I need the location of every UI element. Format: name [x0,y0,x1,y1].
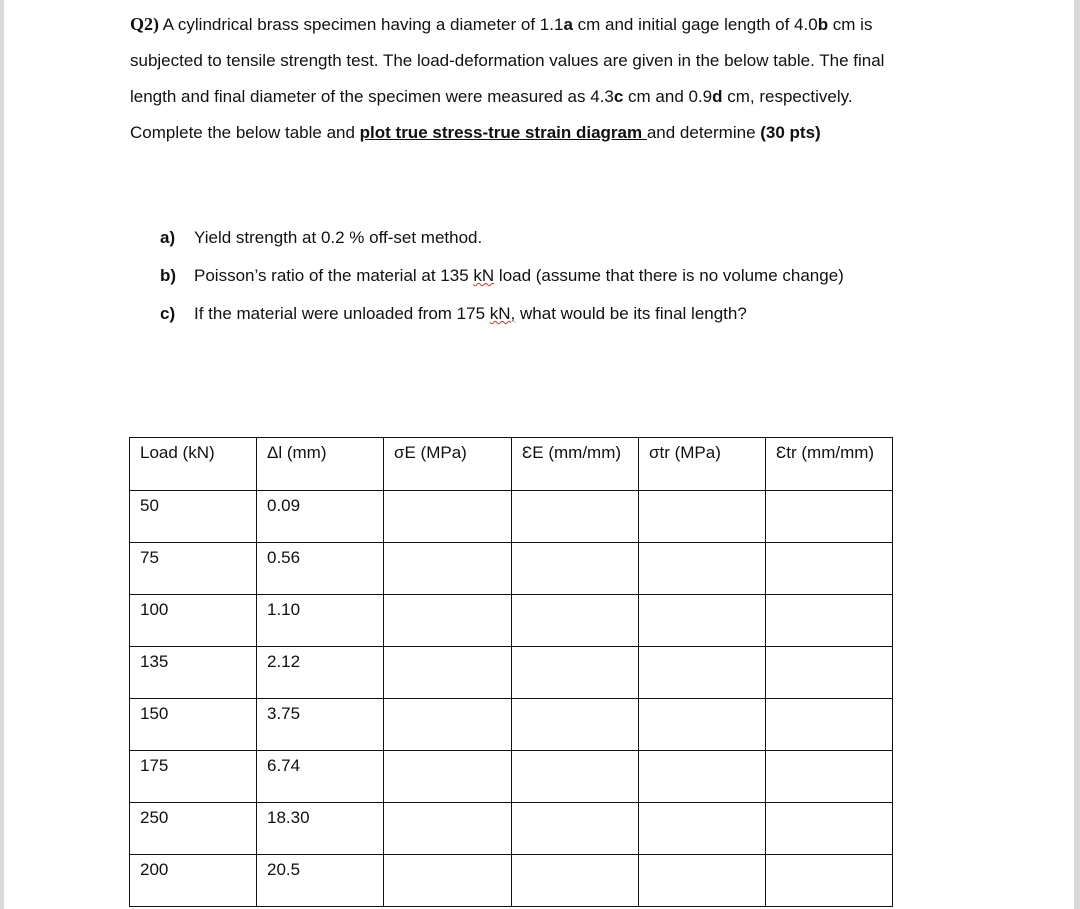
document-page [4,0,1074,909]
cell-load: 150 [130,699,257,751]
plot-instruction: plot true stress-true strain diagram [359,123,647,142]
cell-blank[interactable] [766,699,893,751]
cell-blank[interactable] [766,543,893,595]
question-line-1: Q2) A cylindrical brass specimen having a diameter of 1.1a cm and initial gage length of 4.0b cm is [130,14,873,34]
cell-blank[interactable] [639,699,766,751]
table-row [130,803,893,855]
cell-blank[interactable] [766,595,893,647]
cell-load: 50 [130,491,257,543]
header-deformation: Δl (mm) [257,438,384,491]
cell-deformation: 20.5 [257,855,384,907]
cell-blank[interactable] [639,803,766,855]
cell-deformation: 18.30 [257,803,384,855]
table-row [130,543,893,595]
sub-question-a: a) Yield strength at 0.2 % off-set method. [160,228,483,247]
header-load: Load (kN) [130,438,257,491]
cell-blank[interactable] [512,647,639,699]
cell-blank[interactable] [639,491,766,543]
header-true-stress: σtr (MPa) [639,438,766,491]
cell-blank[interactable] [639,595,766,647]
table-row [130,751,893,803]
cell-deformation: 3.75 [257,699,384,751]
cell-load: 200 [130,855,257,907]
table-row [130,647,893,699]
cell-blank[interactable] [512,543,639,595]
table-row [130,595,893,647]
cell-deformation: 6.74 [257,751,384,803]
cell-blank[interactable] [766,855,893,907]
table-header-row [130,438,893,491]
question-label: Q2) [130,14,159,34]
cell-load: 100 [130,595,257,647]
cell-blank[interactable] [384,543,512,595]
question-line-4: Complete the below table and plot true stress-true strain diagram and determine (30 pts) [130,123,821,142]
question-line-3: length and final diameter of the specimen were measured as 4.3c cm and 0.9d cm, respectively. [130,87,853,106]
cell-deformation: 0.09 [257,491,384,543]
cell-deformation: 1.10 [257,595,384,647]
cell-blank[interactable] [384,803,512,855]
cell-deformation: 2.12 [257,647,384,699]
cell-blank[interactable] [766,647,893,699]
table-row [130,855,893,907]
question-line-2: subjected to tensile strength test. The load-deformation values are given in the below table. The final [130,51,885,70]
cell-blank[interactable] [512,491,639,543]
cell-blank[interactable] [639,751,766,803]
header-true-strain: Ɛtr (mm/mm) [766,438,893,491]
cell-blank[interactable] [384,855,512,907]
table-row [130,699,893,751]
cell-load: 75 [130,543,257,595]
cell-blank[interactable] [766,803,893,855]
cell-blank[interactable] [512,595,639,647]
table-row [130,491,893,543]
cell-blank[interactable] [512,855,639,907]
load-deformation-table [129,437,893,907]
cell-blank[interactable] [766,751,893,803]
cell-blank[interactable] [512,751,639,803]
cell-blank[interactable] [384,595,512,647]
cell-blank[interactable] [384,647,512,699]
cell-load: 250 [130,803,257,855]
header-engineering-stress: σE (MPa) [384,438,512,491]
sub-question-b: b) Poisson’s ratio of the material at 135 kN load (assume that there is no volume change) [160,266,844,285]
cell-load: 175 [130,751,257,803]
question-paragraph [130,6,970,151]
cell-blank[interactable] [384,699,512,751]
sub-question-list [160,219,844,333]
cell-load: 135 [130,647,257,699]
cell-blank[interactable] [512,803,639,855]
cell-blank[interactable] [639,543,766,595]
cell-deformation: 0.56 [257,543,384,595]
sub-question-c: c) If the material were unloaded from 175 kN, what would be its final length? [160,304,747,323]
points-value: (30 pts) [760,123,821,142]
cell-blank[interactable] [639,647,766,699]
cell-blank[interactable] [384,491,512,543]
cell-blank[interactable] [639,855,766,907]
cell-blank[interactable] [766,491,893,543]
cell-blank[interactable] [512,699,639,751]
header-engineering-strain: ƐE (mm/mm) [512,438,639,491]
cell-blank[interactable] [384,751,512,803]
